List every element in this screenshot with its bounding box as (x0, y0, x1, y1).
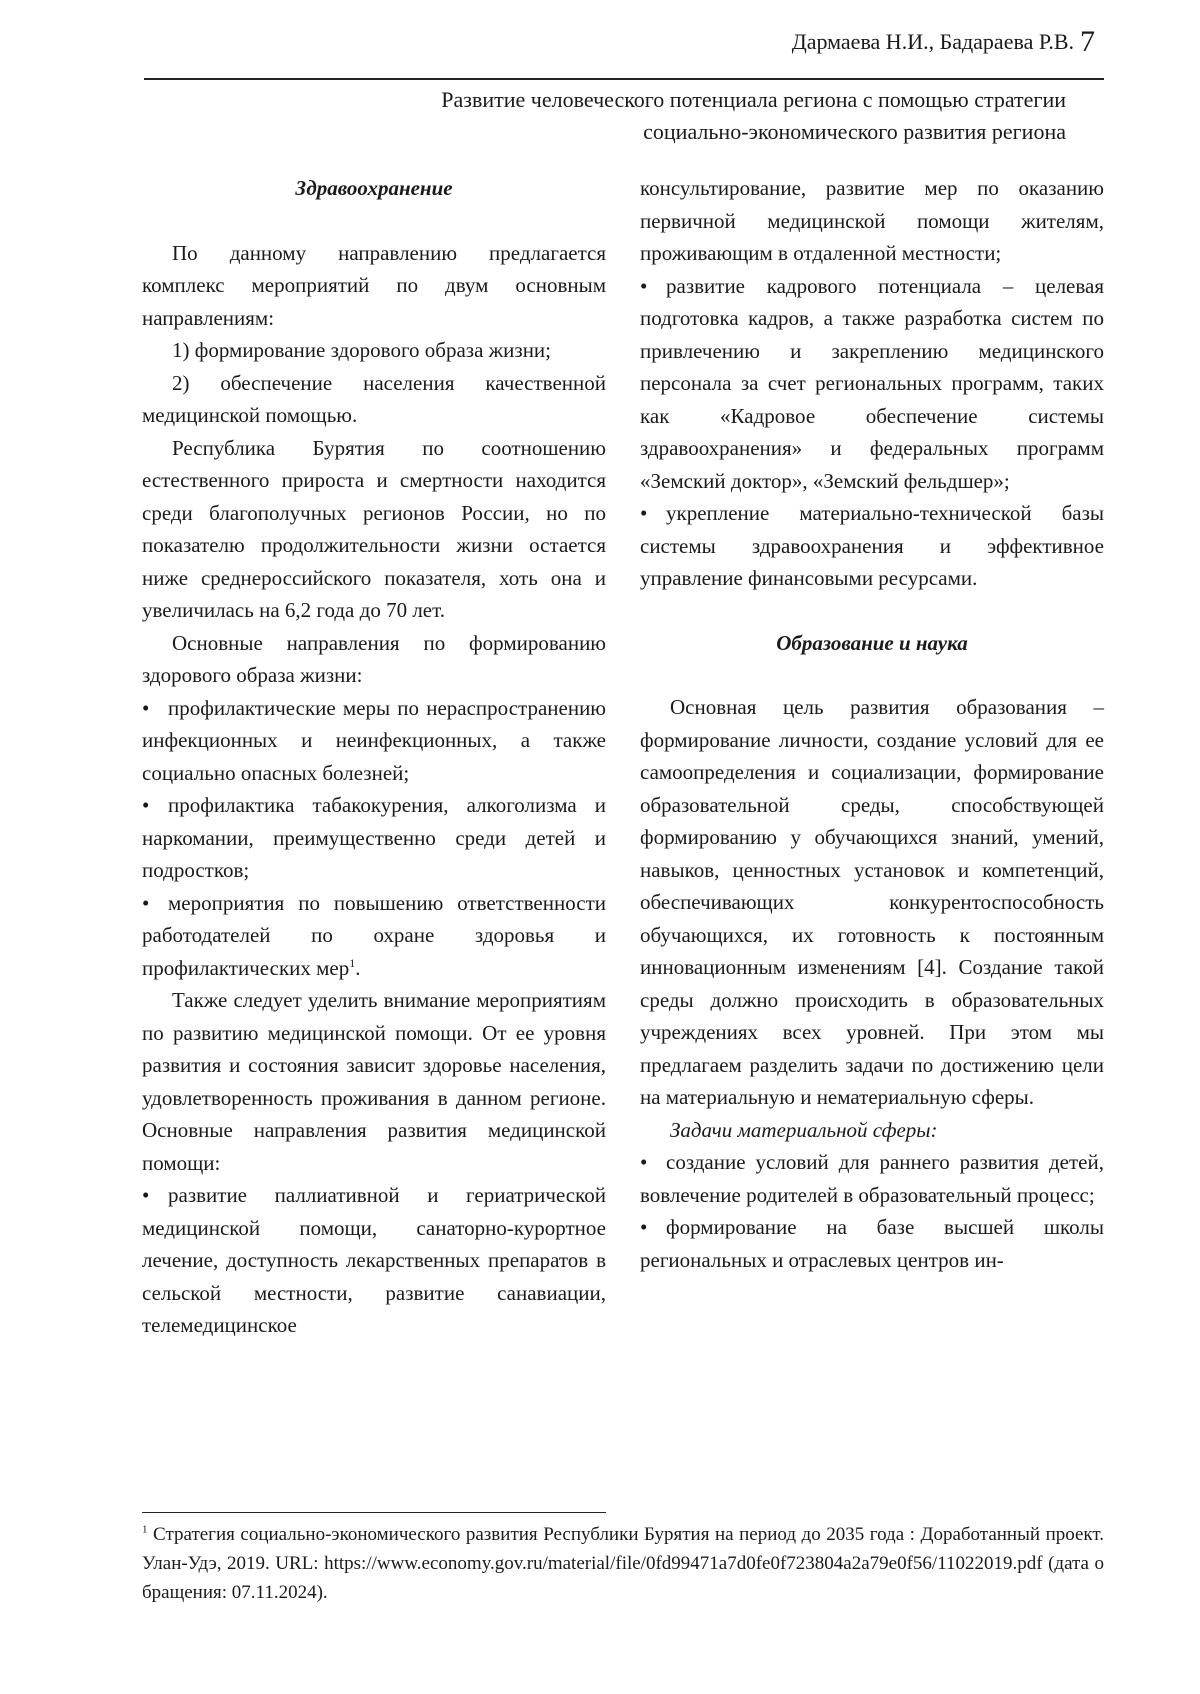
bullet-item (640, 1211, 1104, 1276)
bullet-text: профилактические меры по нераспространению инфекционных и неинфекционных, а также социально опасных болезней; (142, 695, 606, 785)
bullet-marker: • (142, 793, 150, 817)
bullet-text: создание условий для раннего развития детей, вовлечение родителей в образовательный процесс; (640, 1150, 1104, 1207)
bullet-marker: • (640, 1150, 648, 1174)
left-column (142, 172, 606, 1342)
bullet-text: профилактика табакокурения, алкоголизма и наркомании, преимущественно среди детей и подростков; (142, 793, 606, 882)
paragraph-continuation: консультирование, развитие мер по оказанию первичной медицинской помощи жителям, проживающим в отдаленной местности; (640, 176, 1104, 265)
bullet-marker: • (640, 273, 648, 298)
bullet-text: развитие паллиативной и гериатрической медицинской помощи, санаторно-курортное лечение, доступность лекарственных препаратов в сельской местности, развитие санавиации, телемедицинское (142, 1183, 606, 1337)
page-number: 7 (1080, 25, 1095, 58)
bullet-text: развитие кадрового потенциала – целевая подготовка кадров, а также разработка систем по привлечению и закреплению медицинского персонала за счет региональных программ, таких как «Кадровое обеспечение системы здравоохранения» и федеральных программ «Земский доктор», «Земский фельдшер»; (640, 273, 1104, 493)
bullet-text: формирование на базе высшей школы региональных и отраслевых центров ин- (640, 1215, 1104, 1272)
bullet-item (142, 887, 606, 985)
bullet-marker: • (640, 501, 648, 525)
bullet-item (142, 1179, 606, 1342)
bullet-marker: • (142, 1183, 150, 1207)
bullet-item (640, 1146, 1104, 1211)
footnote-reference[interactable]: 1 (349, 955, 356, 970)
bullet-text: мероприятия по повышению ответственности работодателей по охране здоровья и профилактических мер (142, 890, 606, 980)
running-header-title (144, 84, 1066, 148)
footnote-divider (142, 1512, 606, 1513)
running-header-authors: Дармаева Н.И., Бадараева Р.В. (791, 29, 1074, 54)
bullet-marker: • (142, 695, 150, 720)
bullet-text-end: . (355, 955, 361, 980)
paragraph-buryatia: Республика Бурятия по соотношению естественного прироста и смертности находится среди благополучных регионов России, но по показателю продолжительности жизни остается ниже среднероссийского показателя, хоть она и увеличилась на 6,2 года до 70 лет. (142, 435, 606, 622)
footnote-marker: 1 (142, 1523, 148, 1536)
header-divider (144, 78, 1104, 80)
footnote-text[interactable]: Стратегия социально-экономического развития Республики Бурятия на период до 2035 года : Доработанный проект. Улан-Удэ, 2019. URL: https://www.economy.gov.ru/material/file/0fd99471a7d0fe0f723804a2a79e0f56/11022019.pdf (дата обращения: 07.11.2024). (142, 1524, 1105, 1603)
section-heading-healthcare: Здравоохранение (295, 176, 453, 200)
header-title-line-1: Развитие человеческого потенциала региона с помощью стратегии (441, 87, 1066, 112)
tasks-heading: Задачи материальной сферы: (670, 1117, 938, 1142)
paragraph-intro: По данному направлению предлагается комплекс мероприятий по двум основным направлениям: (142, 240, 606, 330)
header-title-line-2: социально-экономического развития региона (643, 119, 1066, 144)
paragraph-directions: Основные направления по формированию здорового образа жизни: (142, 630, 606, 687)
footnote (142, 1520, 1104, 1607)
numbered-item-1: 1) формирование здорового образа жизни; (172, 338, 552, 362)
right-column (640, 172, 1104, 1276)
bullet-marker: • (142, 890, 150, 915)
section-heading-education: Образование и наука (776, 630, 968, 655)
bullet-text: укрепление материально-технической базы системы здравоохранения и эффективное управление финансовыми ресурсами. (640, 501, 1104, 590)
paragraph-medical: Также следует уделить внимание мероприятиям по развитию медицинской помощи. От ее уровня развития и состояния зависит здоровье населения, удовлетворенность проживания в данном регионе. Основные направления развития медицинской помощи: (142, 988, 606, 1175)
paragraph-education: Основная цель развития образования – формирование личности, создание условий для ее самоопределения и социализации, формирование образовательной среды, способствующей формированию у обучающихся знаний, умений, навыков, ценностных установок и компетенций, обеспечивающих конкурентоспособность обучающихся, их готовность к постоянным инновационным изменениям [4]. Создание такой среды должно происходить в образовательных учреждениях всех уровней. При этом мы предлагаем разделить задачи по достижению цели на материальную и нематериальную сферы. (640, 695, 1104, 1109)
numbered-item-2: 2) обеспечение населения качественной медицинской помощью. (142, 370, 606, 427)
bullet-marker: • (640, 1215, 648, 1239)
bullet-item (640, 270, 1104, 498)
bullet-item (142, 692, 606, 790)
bullet-item (142, 789, 606, 887)
bullet-item (640, 497, 1104, 595)
